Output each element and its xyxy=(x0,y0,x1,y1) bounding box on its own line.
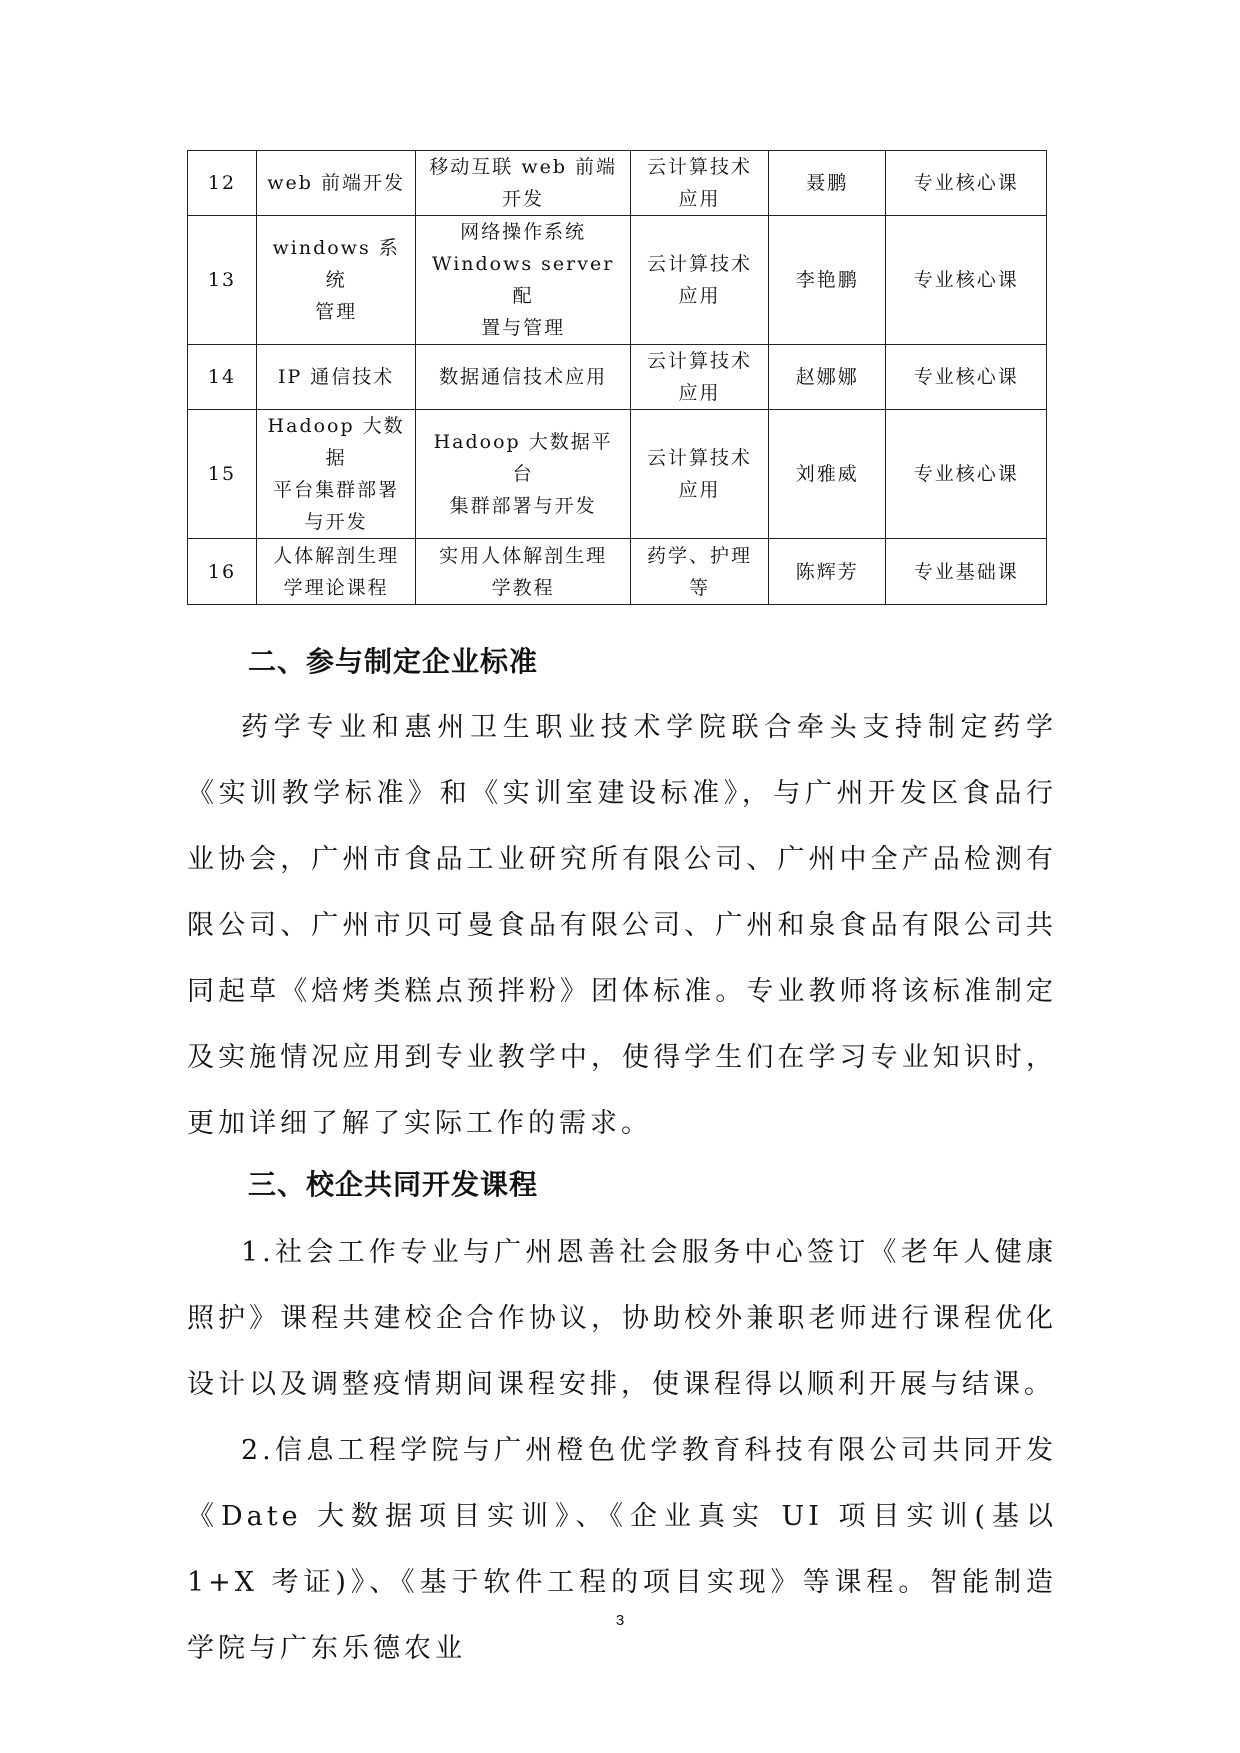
table-cell xyxy=(886,345,1047,410)
table-cell xyxy=(256,539,415,605)
table-cell xyxy=(256,345,415,410)
table-cell xyxy=(416,151,631,216)
table-cell-text: 云计算技术 应用 xyxy=(646,350,752,404)
table-cell-text: 云计算技术 应用 xyxy=(646,253,752,307)
table-cell xyxy=(768,216,886,345)
table-cell xyxy=(886,539,1047,605)
table-cell-text: 15 xyxy=(207,463,237,485)
table-row xyxy=(188,410,1047,539)
table-cell xyxy=(768,151,886,216)
table-cell-text: 12 xyxy=(207,172,237,194)
table-cell-text: 网络操作系统 Windows server 配 置与管理 xyxy=(432,221,615,339)
table-cell xyxy=(768,539,886,605)
table-cell-text: 刘雅威 xyxy=(795,463,859,485)
course-table-body xyxy=(188,151,1047,605)
table-cell-text: 13 xyxy=(207,269,237,291)
table-cell-text: IP 通信技术 xyxy=(277,366,395,388)
table-row xyxy=(188,151,1047,216)
table-cell-text: 专业核心课 xyxy=(913,366,1019,388)
table-cell-text: 专业核心课 xyxy=(913,269,1019,291)
table-cell-text: web 前端开发 xyxy=(267,172,405,194)
section3-paragraph-1: 1.社会工作专业与广州恩善社会服务中心签订《老年人健康照护》课程共建校企合作协议，协助校外兼职老师进行课程优化设计以及调整疫情期间课程安排，使课程得以顺利开展与结课。 xyxy=(187,1237,1057,1400)
table-cell-text: 李艳鹏 xyxy=(795,269,859,291)
table-cell xyxy=(416,216,631,345)
section3-heading: 三、校企共同开发课程 xyxy=(248,1168,539,1201)
table-cell xyxy=(416,410,631,539)
table-cell-text: 专业核心课 xyxy=(913,463,1019,485)
table-cell xyxy=(631,539,769,605)
table-cell-text: Hadoop 大数据 平台集群部署 与开发 xyxy=(267,415,405,533)
table-row xyxy=(188,216,1047,345)
table-cell-text: 数据通信技术应用 xyxy=(439,366,608,388)
course-table xyxy=(187,150,1047,605)
table-cell-text: 赵娜娜 xyxy=(795,366,859,388)
table-cell xyxy=(188,345,257,410)
table-cell xyxy=(631,345,769,410)
table-cell-text: 云计算技术 应用 xyxy=(646,156,752,210)
table-cell xyxy=(416,539,631,605)
table-cell xyxy=(768,410,886,539)
section3-paragraph-2: 2.信息工程学院与广州橙色优学教育科技有限公司共同开发《Date 大数据项目实训》、《企业真实 UI 项目实训(基以 1+X 考证)》、《基于软件工程的项目实现》等课程。智能制造学院与广东乐德农业 xyxy=(187,1435,1057,1664)
table-cell xyxy=(188,410,257,539)
table-cell xyxy=(631,151,769,216)
table-cell xyxy=(631,216,769,345)
table-cell-text: 陈辉芳 xyxy=(795,560,859,583)
table-cell-text: windows 系统 管理 xyxy=(272,237,400,323)
table-cell-text: 药学、护理 等 xyxy=(646,544,752,599)
table-cell-text: 16 xyxy=(207,560,237,583)
page-number: 3 xyxy=(615,1612,625,1629)
table-cell-text: 移动互联 web 前端 开发 xyxy=(429,156,618,210)
table-cell xyxy=(768,345,886,410)
table-cell-text: 14 xyxy=(207,366,237,388)
table-cell xyxy=(631,410,769,539)
table-cell xyxy=(188,539,257,605)
table-cell xyxy=(188,151,257,216)
table-row xyxy=(188,539,1047,605)
table-cell xyxy=(886,410,1047,539)
table-cell xyxy=(416,345,631,410)
table-cell xyxy=(188,216,257,345)
table-cell xyxy=(886,151,1047,216)
table-cell-text: 聂鹏 xyxy=(806,172,849,194)
table-cell-text: 人体解剖生理 学理论课程 xyxy=(273,544,400,599)
table-cell xyxy=(256,216,415,345)
table-cell xyxy=(886,216,1047,345)
section2-paragraph: 药学专业和惠州卫生职业技术学院联合牵头支持制定药学《实训教学标准》和《实训室建设标准》，与广州开发区食品行业协会，广州市食品工业研究所有限公司、广州中全产品检测有限公司、广州市贝可曼食品有限公司、广州和泉食品有限公司共同起草《焙烤类糕点预拌粉》团体标准。专业教师将该标准制定及实施情况应用到专业教学中，使得学生们在学习专业知识时，更加详细了解了实际工作的需求。 xyxy=(187,712,1057,1139)
table-cell-text: Hadoop 大数据平台 集群部署与开发 xyxy=(433,431,613,517)
table-cell-text: 云计算技术 应用 xyxy=(646,447,752,501)
table-cell-text: 专业核心课 xyxy=(913,172,1019,194)
section2-heading: 二、参与制定企业标准 xyxy=(248,645,539,678)
table-cell xyxy=(256,151,415,216)
table-cell-text: 专业基础课 xyxy=(913,560,1019,583)
table-row xyxy=(188,345,1047,410)
table-cell xyxy=(256,410,415,539)
table-cell-text: 实用人体解剖生理 学教程 xyxy=(439,544,608,599)
